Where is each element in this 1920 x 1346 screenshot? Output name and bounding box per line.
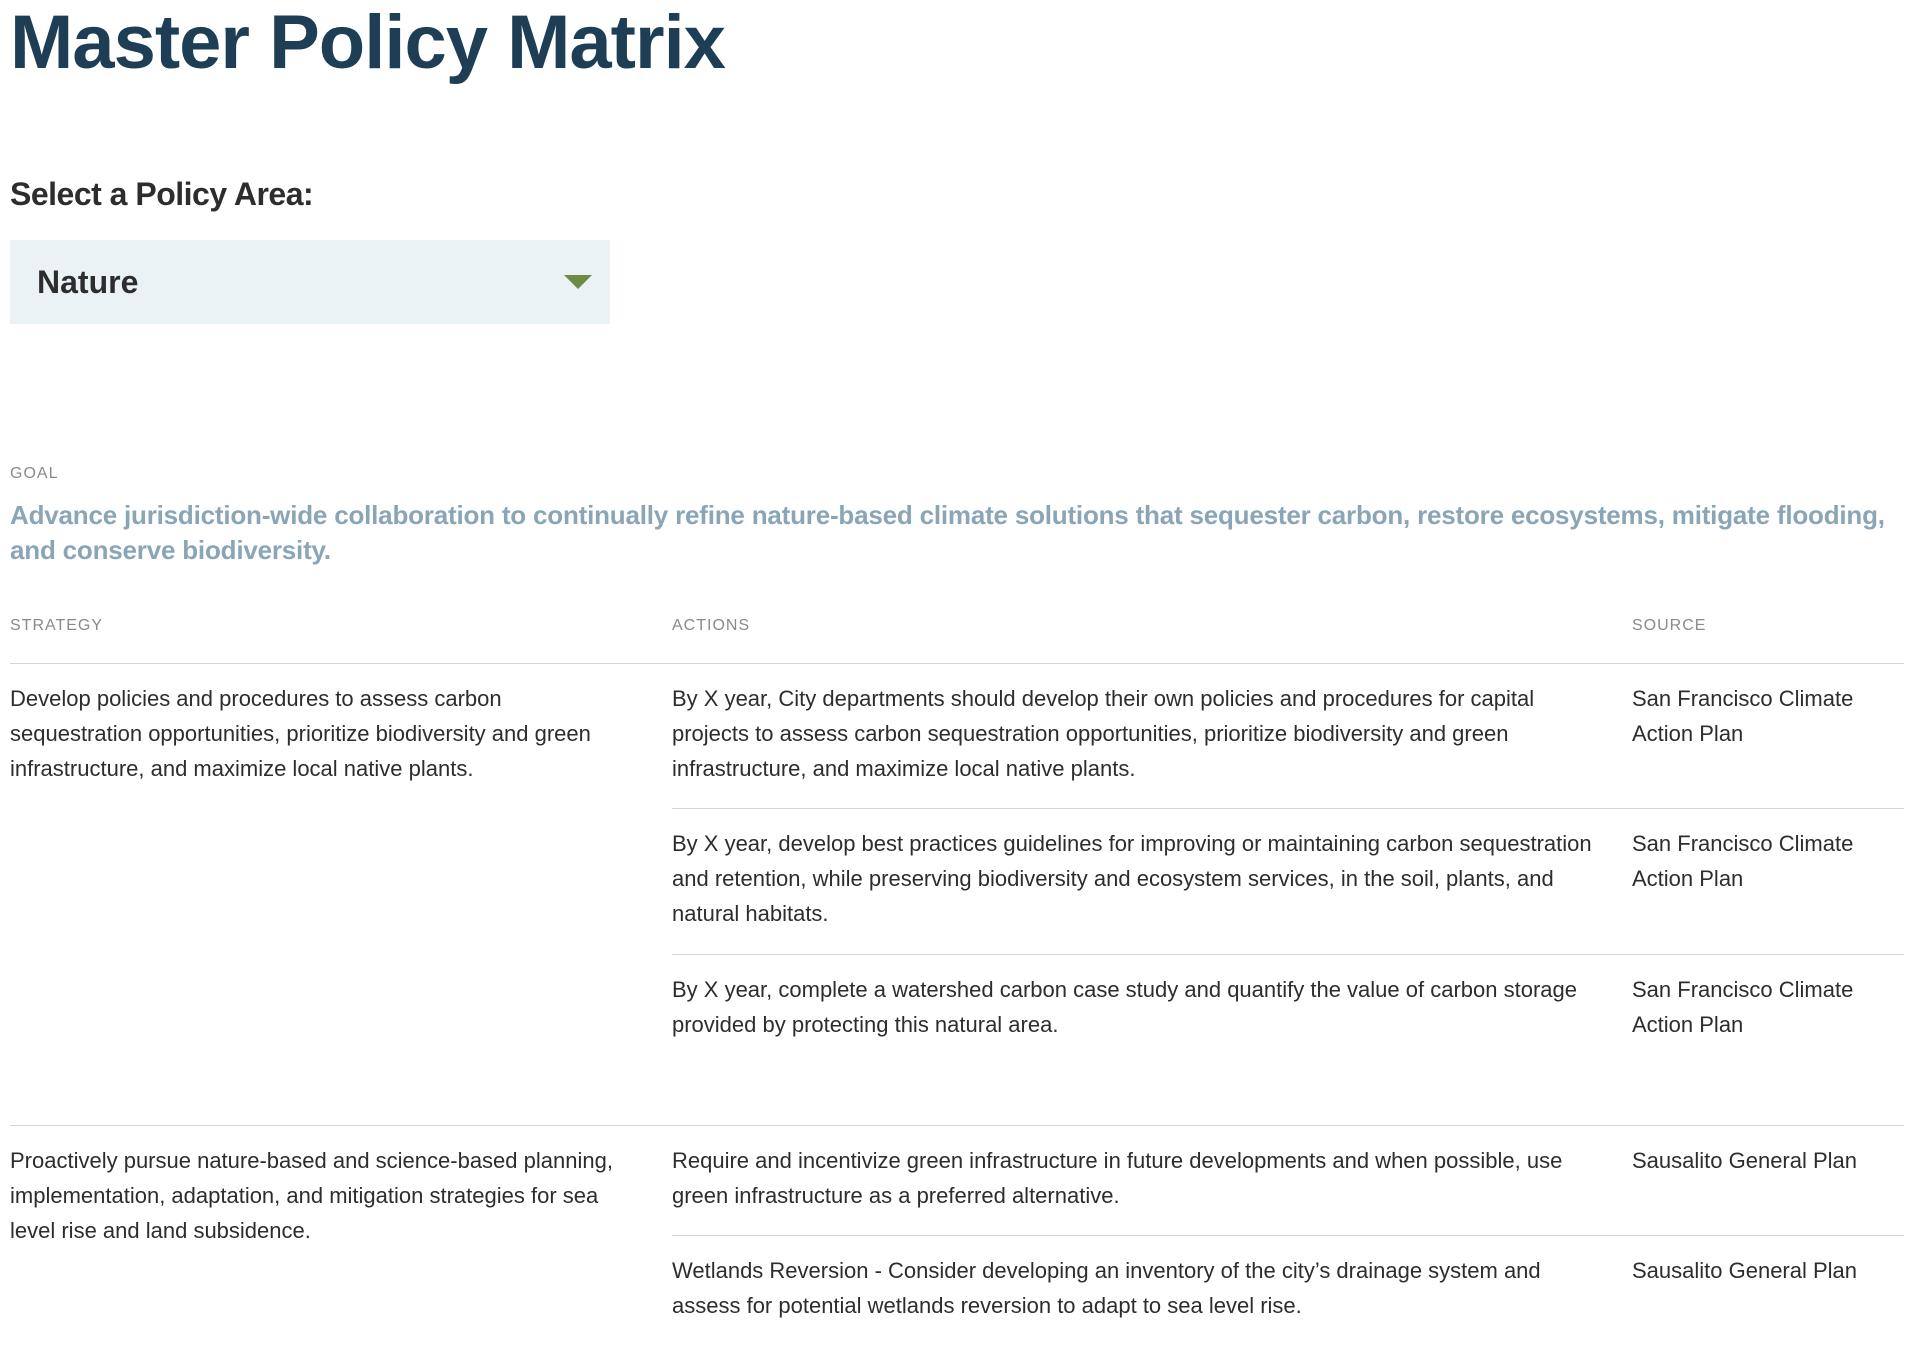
source-cell: San Francisco Climate Action Plan bbox=[1632, 686, 1854, 746]
table-header bbox=[10, 608, 1904, 664]
action-cell: By X year, complete a watershed carbon case study and quantify the value of carbon storage provided by protecting this natural area. bbox=[672, 977, 1577, 1037]
table-row bbox=[672, 1126, 1904, 1236]
policy-area-dropdown[interactable] bbox=[10, 240, 610, 324]
header-source: SOURCE bbox=[1632, 617, 1707, 634]
action-cell: By X year, develop best practices guidelines for improving or maintaining carbon sequestration and retention, while preserving biodiversity and ecosystem services, in the soil, plants, and natural habitats. bbox=[672, 831, 1592, 926]
header-actions: ACTIONS bbox=[672, 617, 751, 634]
strategy-group bbox=[10, 664, 1904, 1126]
action-cell: Require and incentivize green infrastructure in future developments and when possible, use green infrastructure as a preferred alternative. bbox=[672, 1148, 1563, 1208]
action-cell: Wetlands Reversion - Consider developing an inventory of the city’s drainage system and assess for potential wetlands reversion to adapt to sea level rise. bbox=[672, 1258, 1541, 1318]
goal-label: GOAL bbox=[10, 465, 59, 482]
policy-area-selected-value: Nature bbox=[37, 264, 139, 300]
page-title: Master Policy Matrix bbox=[10, 0, 725, 85]
strategy-group bbox=[10, 1126, 1904, 1346]
table-row bbox=[672, 1236, 1904, 1346]
policy-table bbox=[10, 608, 1904, 1346]
actions-list bbox=[672, 1126, 1904, 1346]
source-cell: San Francisco Climate Action Plan bbox=[1632, 831, 1854, 891]
actions-list bbox=[672, 664, 1904, 1125]
policy-area-label: Select a Policy Area: bbox=[10, 176, 314, 212]
table-row bbox=[672, 809, 1904, 955]
source-cell: Sausalito General Plan bbox=[1632, 1258, 1858, 1283]
page-container bbox=[10, 0, 1910, 1346]
table-row bbox=[672, 664, 1904, 809]
strategy-cell: Proactively pursue nature-based and science-based planning, implementation, adaptation, and mitigation strategies for sea level rise and land subsidence. bbox=[10, 1148, 613, 1243]
source-cell: Sausalito General Plan bbox=[1632, 1148, 1858, 1173]
strategy-cell: Develop policies and procedures to assess carbon sequestration opportunities, prioritize biodiversity and green infrastructure, and maximize local native plants. bbox=[10, 686, 591, 781]
goal-text: Advance jurisdiction-wide collaboration to continually refine nature-based climate solutions that sequester carbon, restore ecosystems, mitigate flooding, and conserve biodiversity. bbox=[10, 500, 1885, 565]
source-cell: San Francisco Climate Action Plan bbox=[1632, 977, 1854, 1037]
header-strategy: STRATEGY bbox=[10, 617, 104, 634]
triangle-down-icon bbox=[564, 275, 592, 289]
table-row bbox=[672, 955, 1904, 1126]
action-cell: By X year, City departments should develop their own policies and procedures for capital projects to assess carbon sequestration opportunities, prioritize biodiversity and green infrastructure, and maximize local native plants. bbox=[672, 686, 1535, 781]
